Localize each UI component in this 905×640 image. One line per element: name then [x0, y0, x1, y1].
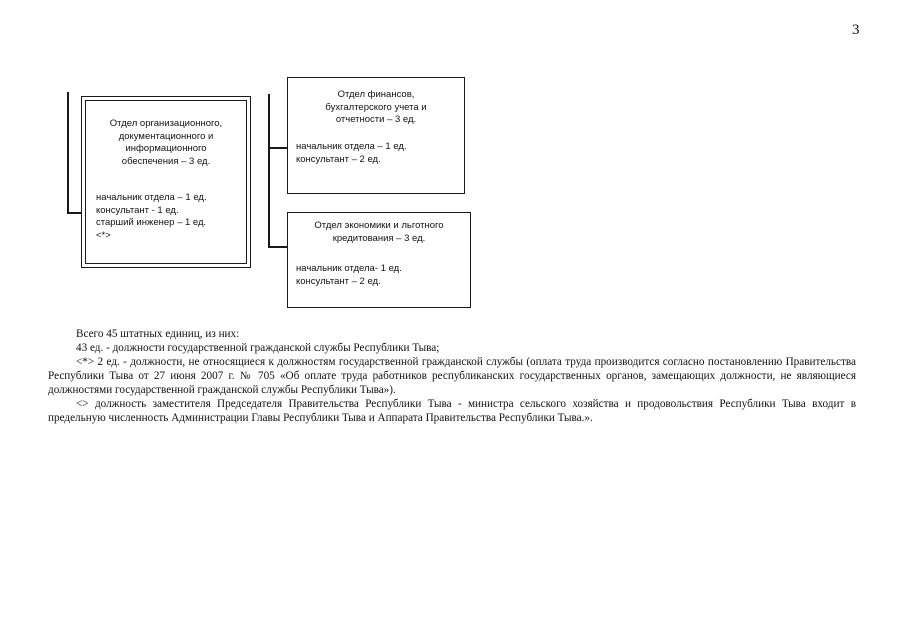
dept-org-box [81, 96, 251, 268]
dept-economy-staff: начальник отдела- 1 ед. консультант – 2 ед. [296, 263, 402, 287]
dept-economy-box [287, 212, 471, 308]
finance-connector [268, 147, 287, 149]
right-vertical-connector [268, 94, 270, 247]
dept-org-staff: начальник отдела – 1 ед. консультант - 1 ед. старший инженер – 1 ед. <*> [96, 192, 207, 241]
note-deputy: <> должность заместителя Председателя Правительства Республики Тыва - министра сельского хозяйства и продовольствия Республики Тыва входит в предельную численность Администрации Главы Республики Тыва и Аппарата Правительства Республики Тыва.». [48, 398, 856, 424]
staff-notes [48, 327, 856, 425]
dept-finance-box [287, 77, 465, 194]
dept-finance-title: Отдел финансов, бухгалтерского учета и отчетности – 3 ед. [325, 89, 427, 125]
dept-finance-staff: начальник отдела – 1 ед. консультант – 2 ед. [296, 141, 407, 165]
note-total: Всего 45 штатных единиц, из них: [76, 328, 240, 340]
left-vertical-connector [67, 92, 69, 213]
dept-org-title: Отдел организационного, документационного и информационного обеспечения – 3 ед. [109, 118, 223, 167]
page-number: 3 [852, 22, 860, 38]
note-non-civil: <*> 2 ед. - должности, не относящиеся к должностям государственной гражданской службы (оплата труда производится согласно постановлению Правительства Республики Тыва от 27 июня 2007 г. № 705 «Об оплате труда работников республиканских государственных органов, замещающих должности, не являющиеся должностями государственной гражданской службы Республики Тыва»). [48, 356, 856, 396]
economy-connector [268, 246, 287, 248]
left-horizontal-connector [67, 212, 81, 214]
note-civil-service: 43 ед. - должности государственной гражданской службы Республики Тыва; [76, 342, 440, 354]
dept-economy-title: Отдел экономики и льготного кредитования – 3 ед. [314, 220, 444, 244]
